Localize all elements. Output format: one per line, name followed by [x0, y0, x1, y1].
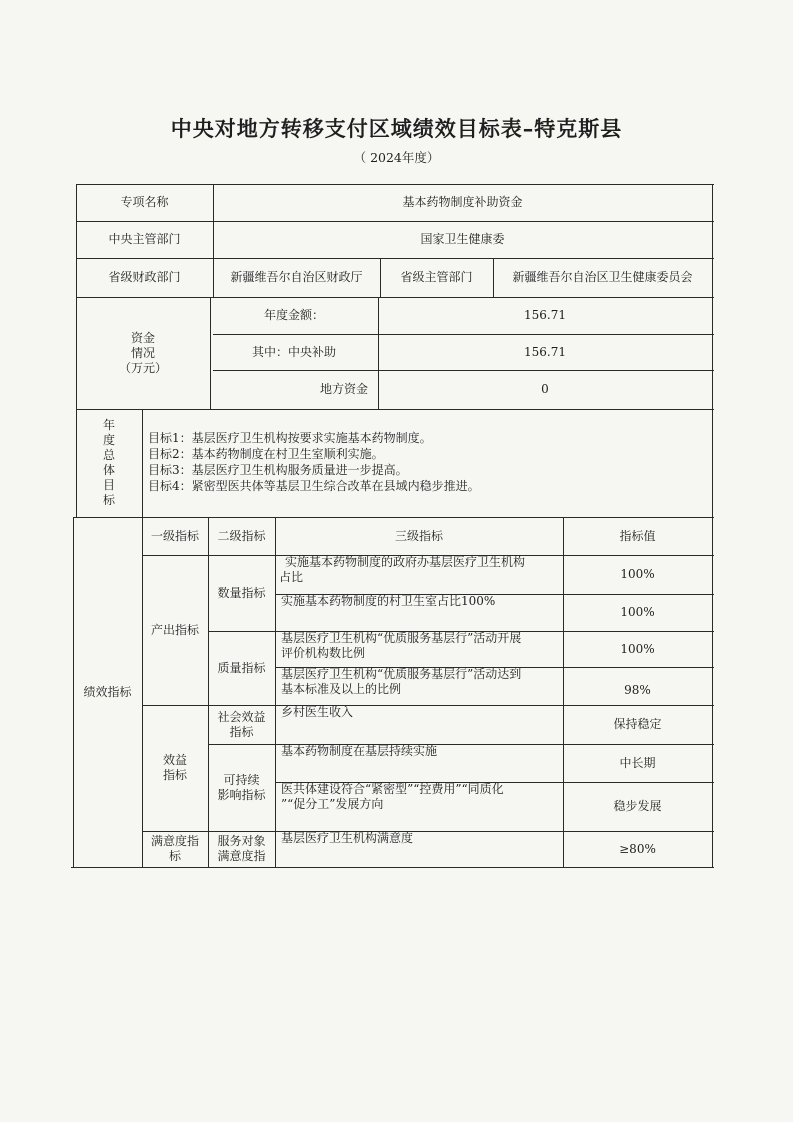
- funds-label: [76, 297, 210, 409]
- goals-label-char: 度: [102, 433, 115, 447]
- central-dept-label: 中央主管部门: [108, 232, 181, 246]
- social-label-line: 社会效益: [217, 709, 266, 724]
- output-indicator-label: 产出指标: [150, 622, 199, 637]
- indicator-text-line: 评价机构数比例: [281, 646, 366, 660]
- indicator-row-value: 中长期: [619, 755, 656, 770]
- goal-item: 目标1：基层医疗卫生机构按要求实施基本药物制度。: [148, 431, 432, 445]
- project-name-label: 专项名称: [120, 195, 169, 209]
- sustain-label-line: 影响指标: [217, 787, 266, 802]
- funds-label-line2: 情况: [130, 345, 155, 360]
- header-level3: 三级指标: [394, 528, 443, 543]
- satisfaction-indicator-label: [142, 831, 208, 867]
- indicator-text-line: 乡村医生收入: [281, 705, 354, 719]
- indicator-row-value: 100%: [620, 567, 655, 581]
- header-level2: 二级指标: [217, 528, 266, 543]
- indicator-text-line: ”“促分工”发展方向: [281, 797, 384, 811]
- indicator-row-text: [275, 831, 563, 867]
- goals-label-char: 总: [102, 448, 115, 462]
- service-satisfaction-label: [208, 831, 275, 867]
- goals-list: [148, 430, 480, 494]
- funds-label-line1: 资金: [130, 330, 155, 345]
- prov-dept-label: 省级主管部门: [400, 270, 473, 284]
- benefit-label-line: 效益: [162, 753, 187, 767]
- service-label-line: 满意度指: [217, 849, 266, 863]
- annual-amount-label: 年度金额：: [263, 308, 324, 322]
- goals-label-char: 标: [102, 493, 115, 507]
- page-title: 中央对地方转移支付区域绩效目标表–特克斯县: [170, 116, 623, 141]
- indicator-row-text: [275, 631, 563, 667]
- satisfaction-label-line: 标: [168, 849, 181, 863]
- indicator-row-value: ≥80%: [619, 841, 656, 856]
- goals-label-char: 年: [102, 418, 115, 432]
- quantity-indicator-label: 数量指标: [217, 585, 266, 600]
- indicator-row-text: [275, 594, 563, 631]
- indicator-text-line: 基层医疗卫生机构“优质服务基层行”活动开展: [281, 631, 522, 645]
- goal-item: 目标4：紧密型医共体等基层卫生综合改革在县域内稳步推进。: [148, 479, 480, 493]
- indicator-text-line: 实施基本药物制度的政府办基层医疗卫生机构: [285, 555, 526, 569]
- goals-label: [76, 409, 142, 517]
- prov-finance-value: 新疆维吾尔自治区财政厅: [230, 270, 363, 284]
- project-name-value: 基本药物制度补助资金: [402, 195, 523, 209]
- indicator-row-text: [275, 555, 563, 594]
- perf-section-label: 绩效指标: [83, 684, 132, 699]
- indicator-row-value: 100%: [620, 605, 655, 619]
- service-label-line: 服务对象: [217, 834, 266, 848]
- quality-indicator-label: 质量指标: [217, 660, 266, 675]
- indicator-row-text: [275, 667, 563, 705]
- benefit-label-line: 指标: [162, 768, 187, 782]
- sustain-label-line: 可持续: [223, 772, 260, 787]
- local-funds-value: 0: [541, 382, 549, 396]
- sustainable-impact-label: [208, 744, 275, 831]
- header-value: 指标值: [619, 528, 656, 543]
- year-label: （ 2024年度）: [353, 150, 440, 165]
- indicator-row-text: [275, 782, 563, 831]
- indicator-row-value: 100%: [620, 641, 655, 656]
- indicator-text-line: 基本药物制度在基层持续实施: [281, 744, 438, 758]
- prov-dept-value: 新疆维吾尔自治区卫生健康委员会: [512, 270, 693, 284]
- satisfaction-label-line: 满意度指: [150, 834, 199, 848]
- indicator-text-line: 医共体建设符合“紧密型”“控费用”“同质化: [281, 782, 504, 796]
- funds-label-line3: （万元）: [118, 360, 167, 375]
- central-subsidy-label: 其中：中央补助: [251, 344, 336, 359]
- indicator-row-value: 98%: [624, 682, 651, 697]
- goal-item: 目标2：基本药物制度在村卫生室顺利实施。: [148, 447, 384, 461]
- indicator-row-value: 保持稳定: [613, 717, 662, 731]
- social-benefit-label: [208, 705, 275, 744]
- indicator-text-line: 基层医疗卫生机构“优质服务基层行”活动达到: [281, 667, 522, 681]
- annual-amount-value: 156.71: [524, 308, 566, 322]
- central-subsidy-value: 156.71: [524, 344, 566, 359]
- social-label-line: 指标: [229, 724, 254, 739]
- indicator-text-line: 基本标准及以上的比例: [281, 682, 402, 696]
- benefit-indicator-label: [142, 705, 208, 831]
- indicator-row-value: 稳步发展: [613, 799, 662, 813]
- indicator-row-text: [275, 744, 563, 782]
- central-dept-value: 国家卫生健康委: [420, 232, 505, 246]
- goal-item: 目标3：基层医疗卫生机构服务质量进一步提高。: [148, 463, 408, 477]
- header-level1: 一级指标: [150, 528, 199, 543]
- prov-finance-label: 省级财政部门: [108, 270, 181, 284]
- local-funds-label: 地方资金: [319, 382, 368, 396]
- goals-label-char: 体: [102, 463, 115, 477]
- indicator-row-text: [275, 705, 563, 744]
- indicator-text-line: 实施基本药物制度的村卫生室占比100%: [281, 594, 496, 608]
- goals-label-char: 目: [102, 478, 115, 492]
- indicator-text-line: 占比: [279, 570, 304, 584]
- indicator-text-line: 基层医疗卫生机构满意度: [281, 831, 414, 845]
